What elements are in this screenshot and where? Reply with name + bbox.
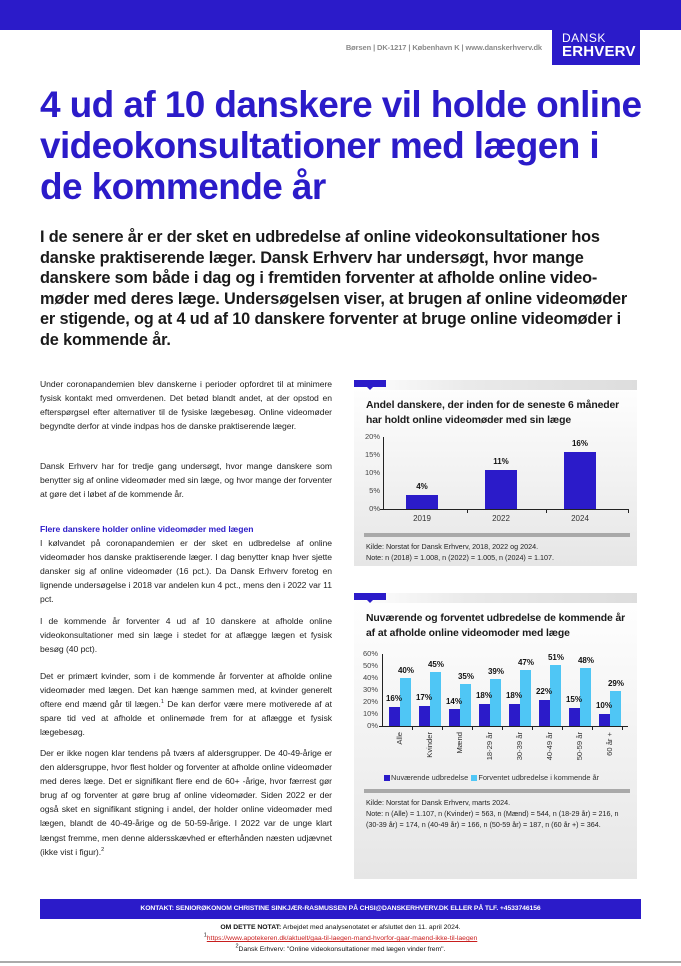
- footnote-2: [0, 944, 681, 955]
- chart-2-plot: [354, 650, 637, 770]
- about-line: [0, 922, 681, 933]
- chart-2-note: Note: n (Alle) = 1.107, n (Kvinder) = 563, n (Mænd) = 544, n (18-29 år) = 216, n (30-39 år) = 174, n (40-49 år) = 166, n (50-59 år) = 187, n (60 år +) = 364.: [366, 808, 619, 829]
- x-tickmark: [546, 509, 547, 513]
- y-tick: 5%: [369, 486, 380, 495]
- value-label: 4%: [416, 482, 428, 491]
- legend-label-expected: Forventet udbredelse i kommende år: [478, 773, 600, 782]
- footnote-ref-1[interactable]: 1: [160, 699, 164, 706]
- value-label: 39%: [487, 667, 504, 676]
- x-tickmark: [502, 726, 503, 730]
- chart-1-separator: [364, 533, 630, 537]
- y-tick: 20%: [364, 432, 380, 441]
- y-tick: 50%: [362, 661, 378, 670]
- x-axis: [379, 726, 628, 727]
- value-label: 51%: [547, 653, 564, 662]
- body-paragraph-6: [40, 746, 332, 859]
- page-title: 4 ud af 10 danskere vil holde online videokonsultationer med lægen i de kommende år: [40, 84, 642, 207]
- y-tick: 60%: [362, 649, 378, 658]
- body-paragraph-5: [40, 669, 332, 739]
- body-paragraph-2: Dansk Erhverv har for tredje gang undersøgt, hvor mange danskere som benytter sig af online videomøder med sin læge, og hvor mange der forventer at gøre det i løbet af de kommende år.: [40, 461, 332, 500]
- y-axis: [382, 654, 383, 726]
- bar-2019: [406, 495, 438, 509]
- value-label: 16%: [385, 694, 402, 703]
- x-label: 30-39 år: [515, 732, 524, 761]
- x-tickmark: [628, 509, 629, 513]
- bar-30-39-current: [509, 704, 520, 726]
- bar-18-29-expected: [490, 679, 501, 726]
- p5-text-a: Det er primært kvinder, som i de kommende år forventer at afholde online videomøder med lægen. Det kan hænge sammen med, at kvinder generelt oftere end mænd går til lægen.: [40, 671, 332, 710]
- x-tickmark: [467, 509, 468, 513]
- chart-1-note: Note: n (2018) = 1.008, n (2022) = 1.005, n (2024) = 1.107.: [366, 552, 555, 562]
- logo-line-1: DANSK: [562, 31, 606, 45]
- y-tick: 15%: [364, 450, 380, 459]
- value-label: 45%: [427, 660, 444, 669]
- body-paragraph-1: Under coronapandemien blev danskerne i perioder opfordret til at minimere fysisk kontakt med omverdenen. Det betød blandt andet, at der opstod en efterspørgsel efter alternativer til de fysiske lægebesøg. Online videomøder begyndte derfor at vinde indpas hos de danske praktiserende læger.: [40, 379, 332, 432]
- body-paragraph-4: I de kommende år forventer 4 ud af 10 danskere at afholde online videokonsultationer med sin læge i stedet for at aflægge lægen et fysisk besøg (40 pct).: [40, 616, 332, 655]
- chart-2-source-note: [366, 798, 628, 830]
- footnote-1-number: 1: [203, 932, 207, 939]
- value-label: 40%: [397, 666, 414, 675]
- bar-2022: [485, 470, 517, 509]
- dansk-erhverv-logo: [552, 30, 640, 65]
- chart-1-box: [354, 380, 637, 566]
- x-tickmark: [592, 726, 593, 730]
- y-tick: 40%: [362, 673, 378, 682]
- about-note: [0, 922, 681, 955]
- x-label: 60 år +: [605, 732, 614, 756]
- value-label: 17%: [415, 693, 432, 702]
- x-label: 2019: [413, 514, 431, 523]
- chart-tab-marker-icon: [354, 593, 386, 600]
- value-label: 29%: [607, 679, 624, 688]
- value-label: 18%: [475, 691, 492, 700]
- x-label: Mænd: [455, 732, 464, 754]
- footnote-2-number: 2: [235, 943, 239, 950]
- x-tickmark: [412, 726, 413, 730]
- bar-18-29-current: [479, 704, 490, 726]
- x-label: 50-59 år: [575, 732, 584, 761]
- chart-1-title: Andel danskere, der inden for de seneste 6 måneder har holdt online videomøder med sin læge: [366, 400, 620, 426]
- x-label: Kvinder: [425, 732, 434, 758]
- legend-swatch-expected: [471, 775, 477, 781]
- x-label: 18-29 år: [485, 732, 494, 761]
- value-label: 48%: [577, 656, 594, 665]
- bar-2024: [564, 452, 596, 509]
- top-brand-bar: [0, 0, 681, 30]
- bar-60plus-current: [599, 714, 610, 726]
- logo-line-2: ERHVERV: [562, 43, 636, 60]
- y-tick: 30%: [362, 685, 378, 694]
- body-section-survey: [40, 459, 332, 501]
- about-label: OM DETTE NOTAT:: [220, 924, 282, 931]
- footnote-1-link[interactable]: https://www.apotekeren.dk/aktuelt/gaa-til-laegen-mand-hvorfor-gaar-maend-ikke-til-laegen: [206, 935, 478, 942]
- chart-2-title: Nuværende og forventet udbredelse de kommende år af at afholde online videomoder med læge: [366, 613, 626, 639]
- about-text: Arbejdet med analysenotatet er afsluttet den 11. april 2024.: [281, 924, 461, 931]
- y-tick: 10%: [362, 709, 378, 718]
- section-subheading: Flere danskere holder online videomøder med lægen: [40, 524, 254, 534]
- x-tickmark: [622, 726, 623, 730]
- bar-40-49-current: [539, 700, 550, 726]
- footnote-ref-2[interactable]: 2: [101, 846, 105, 853]
- chart-1-tab: [354, 380, 637, 390]
- value-label: 35%: [457, 672, 474, 681]
- footnote-1: [0, 933, 681, 944]
- chart-2-tab: [354, 593, 637, 603]
- x-tickmark: [442, 726, 443, 730]
- chart-tab-marker-icon: [354, 380, 386, 387]
- x-label: 40-49 år: [545, 732, 554, 761]
- value-label: 10%: [595, 701, 612, 710]
- contact-bar: KONTAKT: SENIORØKONOM CHRISTINE SINKJÆR-RASMUSSEN PÅ CHSI@DANSKERHVERV.DK ELLER PÅ TLF. +4533746156: [40, 899, 641, 919]
- p6-text: Der er ikke nogen klar tendens på tværs af aldersgrupper. De 40-49-årige er den aldersgruppe, hvor flest holder og forventer at afholde online videomøder med deres læge. Det er signifikant flere end de 60+ -årige, hvor færrest gør brug af og forventer at gøre brug af online videomøder. Siden 2022 er der også sket en signifikant stigning i andel, der holder online videomøder med lægen, blandt de 40-49-årige og de 50-59-årige. I 2022 var de unge klart længst fremme, men denne aldersskævhed er efterhånden næsten udjævnet (ikke vist i figur).: [40, 748, 332, 857]
- value-label: 47%: [517, 658, 534, 667]
- legend-label-current: Nuværende udbredelse: [391, 773, 469, 782]
- body-paragraph-3: I kølvandet på coronapandemien er der sket en udbredelse af online videomøder hos danske praktiserende læger. I dag benytter knap hver sjette dansker sig af online videomøder (16 pct.). Da Dansk Erhverv foretog en lignende undersøgelse i 2018 var andelen kun 4 pct., mens den i 2022 var 11 pct.: [40, 538, 332, 605]
- legend-swatch-current: [384, 775, 390, 781]
- value-label: 18%: [505, 691, 522, 700]
- value-label: 16%: [571, 439, 588, 448]
- body-section-expect: [40, 614, 332, 656]
- bar-kvinder-current: [419, 706, 430, 726]
- value-label: 15%: [565, 695, 582, 704]
- x-label: 2022: [492, 514, 510, 523]
- bottom-divider: [0, 961, 681, 963]
- body-section-intro: [40, 377, 332, 433]
- y-tick: 20%: [362, 697, 378, 706]
- p5-text-b: De kan derfor være mere motiverede af at spare tid ved at afholde et onlinemøde frem for at aflægge et fysisk lægebesøg.: [40, 699, 332, 738]
- address-line: Børsen | DK-1217 | København K | www.danskerhverv.dk: [345, 43, 542, 52]
- value-label: 14%: [445, 697, 462, 706]
- bar-maend-current: [449, 709, 460, 726]
- y-tick: 0%: [367, 721, 378, 730]
- chart-2-source: Kilde: Norstat for Dansk Erhverv, marts 2024.: [366, 798, 511, 807]
- x-tickmark: [532, 726, 533, 730]
- body-section-women: [40, 669, 332, 739]
- x-label: Alle: [395, 732, 404, 745]
- body-section-age: [40, 746, 332, 859]
- y-tick: 10%: [364, 468, 380, 477]
- y-axis: [383, 437, 384, 509]
- body-section-main: [40, 522, 332, 607]
- chart-2-box: [354, 593, 637, 879]
- x-axis: [380, 509, 629, 510]
- lead-paragraph: I de senere år er der sket en udbredelse af online videokonsultationer hos danske praktiserende læger. Dansk Erhverv har undersøgt, hvor mange danskere som både i dag og i fremtiden forventer at afholde online videomøder med deres læge. Undersøgelsen viser, at brugen af online videomøder er stigende, og at 4 ud af 10 danskere forventer at bruge online videomøder i de kommende år.: [40, 228, 628, 349]
- chart-1-source: Kilde: Norstat for Dansk Erhverv, 2018, 2022 og 2024.: [366, 542, 539, 551]
- chart-2-legend: [384, 773, 599, 782]
- bar-alle-current: [389, 707, 400, 726]
- chart-1-plot: [354, 432, 637, 522]
- y-tick: 0%: [369, 504, 380, 513]
- x-tickmark: [472, 726, 473, 730]
- value-label: 22%: [535, 687, 552, 696]
- chart-1-source-note: [366, 542, 628, 564]
- footnote-2-text: Dansk Erhverv: "Online videokonsultationer med lægen vinder frem".: [238, 946, 446, 953]
- chart-2-separator: [364, 789, 630, 793]
- value-label: 11%: [493, 457, 509, 466]
- x-tickmark: [562, 726, 563, 730]
- x-label: 2024: [571, 514, 589, 523]
- bar-50-59-current: [569, 708, 580, 726]
